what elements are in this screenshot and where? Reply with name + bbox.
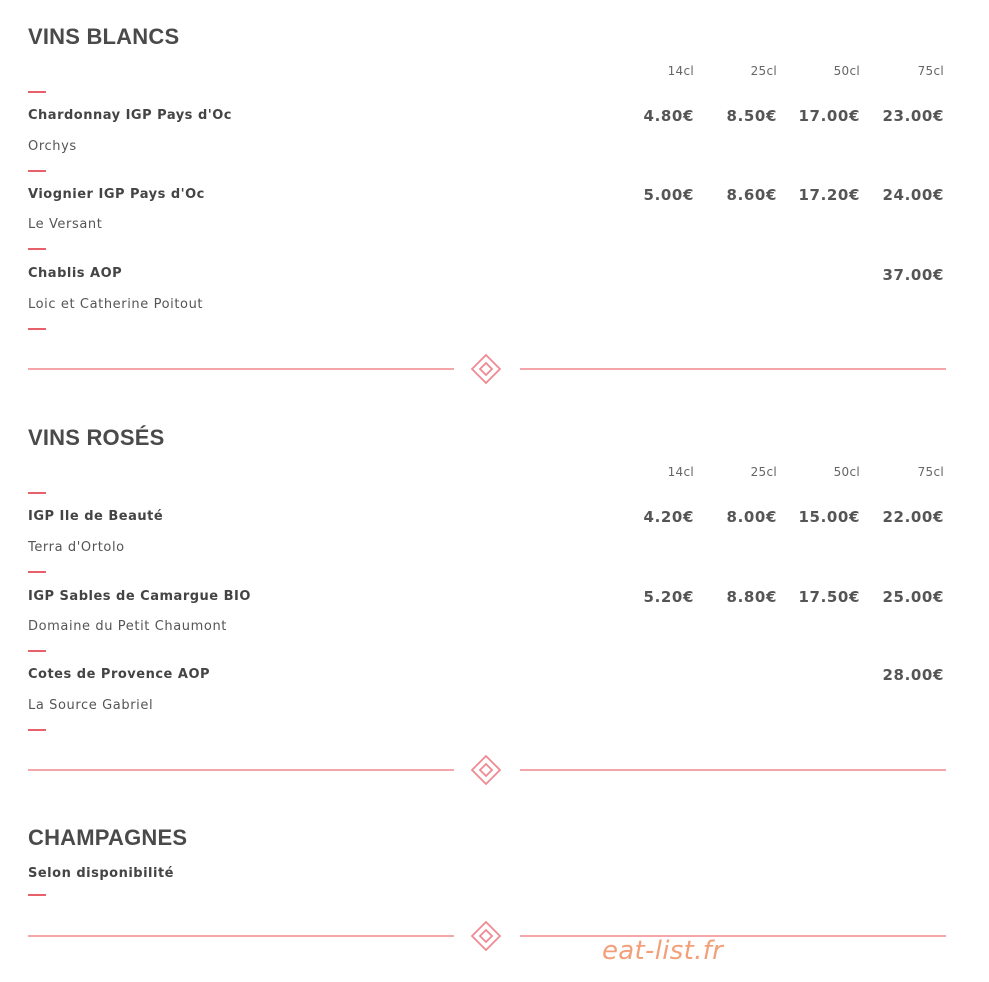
price-50cl: 17.20€ — [798, 186, 860, 204]
size-header-25cl: 25cl — [750, 64, 777, 78]
accent-dash — [28, 248, 46, 250]
price-75cl: 23.00€ — [882, 107, 944, 125]
wine-producer: Domaine du Petit Chaumont — [28, 619, 227, 634]
price-25cl: 8.00€ — [726, 508, 777, 526]
accent-dash — [28, 729, 46, 731]
size-header-50cl: 50cl — [833, 465, 860, 479]
price-25cl: 8.50€ — [726, 107, 777, 125]
size-header-14cl: 14cl — [667, 465, 694, 479]
price-75cl: 28.00€ — [882, 666, 944, 684]
price-14cl: 4.80€ — [643, 107, 694, 125]
section-title-champagnes: CHAMPAGNES — [28, 825, 188, 850]
price-75cl: 25.00€ — [882, 588, 944, 606]
accent-dash — [28, 650, 46, 652]
accent-dash — [28, 894, 46, 896]
section-divider-line-left — [28, 935, 454, 937]
wine-name: Chardonnay IGP Pays d'Oc — [28, 108, 232, 123]
wine-producer: Loic et Catherine Poitout — [28, 297, 204, 312]
availability-note: Selon disponibilité — [28, 866, 174, 881]
wine-producer: Orchys — [28, 139, 77, 154]
section-title-vins-roses: VINS ROSÉS — [28, 425, 165, 450]
section-divider-line-right — [520, 769, 946, 771]
size-header-25cl: 25cl — [750, 465, 777, 479]
section-divider-line-left — [28, 368, 454, 370]
price-75cl: 37.00€ — [882, 266, 944, 284]
price-14cl: 5.00€ — [643, 186, 694, 204]
watermark: eat-list.fr — [602, 936, 724, 966]
price-14cl: 5.20€ — [643, 588, 694, 606]
price-75cl: 24.00€ — [882, 186, 944, 204]
price-75cl: 22.00€ — [882, 508, 944, 526]
price-50cl: 15.00€ — [798, 508, 860, 526]
diamond-icon — [471, 354, 501, 384]
section-divider-line-left — [28, 769, 454, 771]
section-title-vins-blancs: VINS BLANCS — [28, 24, 180, 49]
wine-name: IGP Sables de Camargue BIO — [28, 589, 251, 604]
price-25cl: 8.60€ — [726, 186, 777, 204]
diamond-icon — [471, 921, 501, 951]
price-25cl: 8.80€ — [726, 588, 777, 606]
accent-dash — [28, 170, 46, 172]
section-divider-line-right — [520, 368, 946, 370]
price-50cl: 17.00€ — [798, 107, 860, 125]
diamond-icon — [471, 755, 501, 785]
wine-name: Chablis AOP — [28, 266, 123, 281]
price-14cl: 4.20€ — [643, 508, 694, 526]
size-header-50cl: 50cl — [833, 64, 860, 78]
wine-producer: Terra d'Ortolo — [28, 540, 125, 555]
size-header-75cl: 75cl — [917, 64, 944, 78]
section-divider-line-right — [520, 935, 946, 937]
size-header-14cl: 14cl — [667, 64, 694, 78]
wine-producer: Le Versant — [28, 217, 103, 232]
wine-name: Cotes de Provence AOP — [28, 667, 211, 682]
wine-name: IGP Ile de Beauté — [28, 509, 164, 524]
size-header-75cl: 75cl — [917, 465, 944, 479]
wine-producer: La Source Gabriel — [28, 698, 154, 713]
accent-dash — [28, 328, 46, 330]
accent-dash — [28, 571, 46, 573]
price-50cl: 17.50€ — [798, 588, 860, 606]
wine-name: Viognier IGP Pays d'Oc — [28, 187, 205, 202]
accent-dash — [28, 492, 46, 494]
accent-dash — [28, 91, 46, 93]
